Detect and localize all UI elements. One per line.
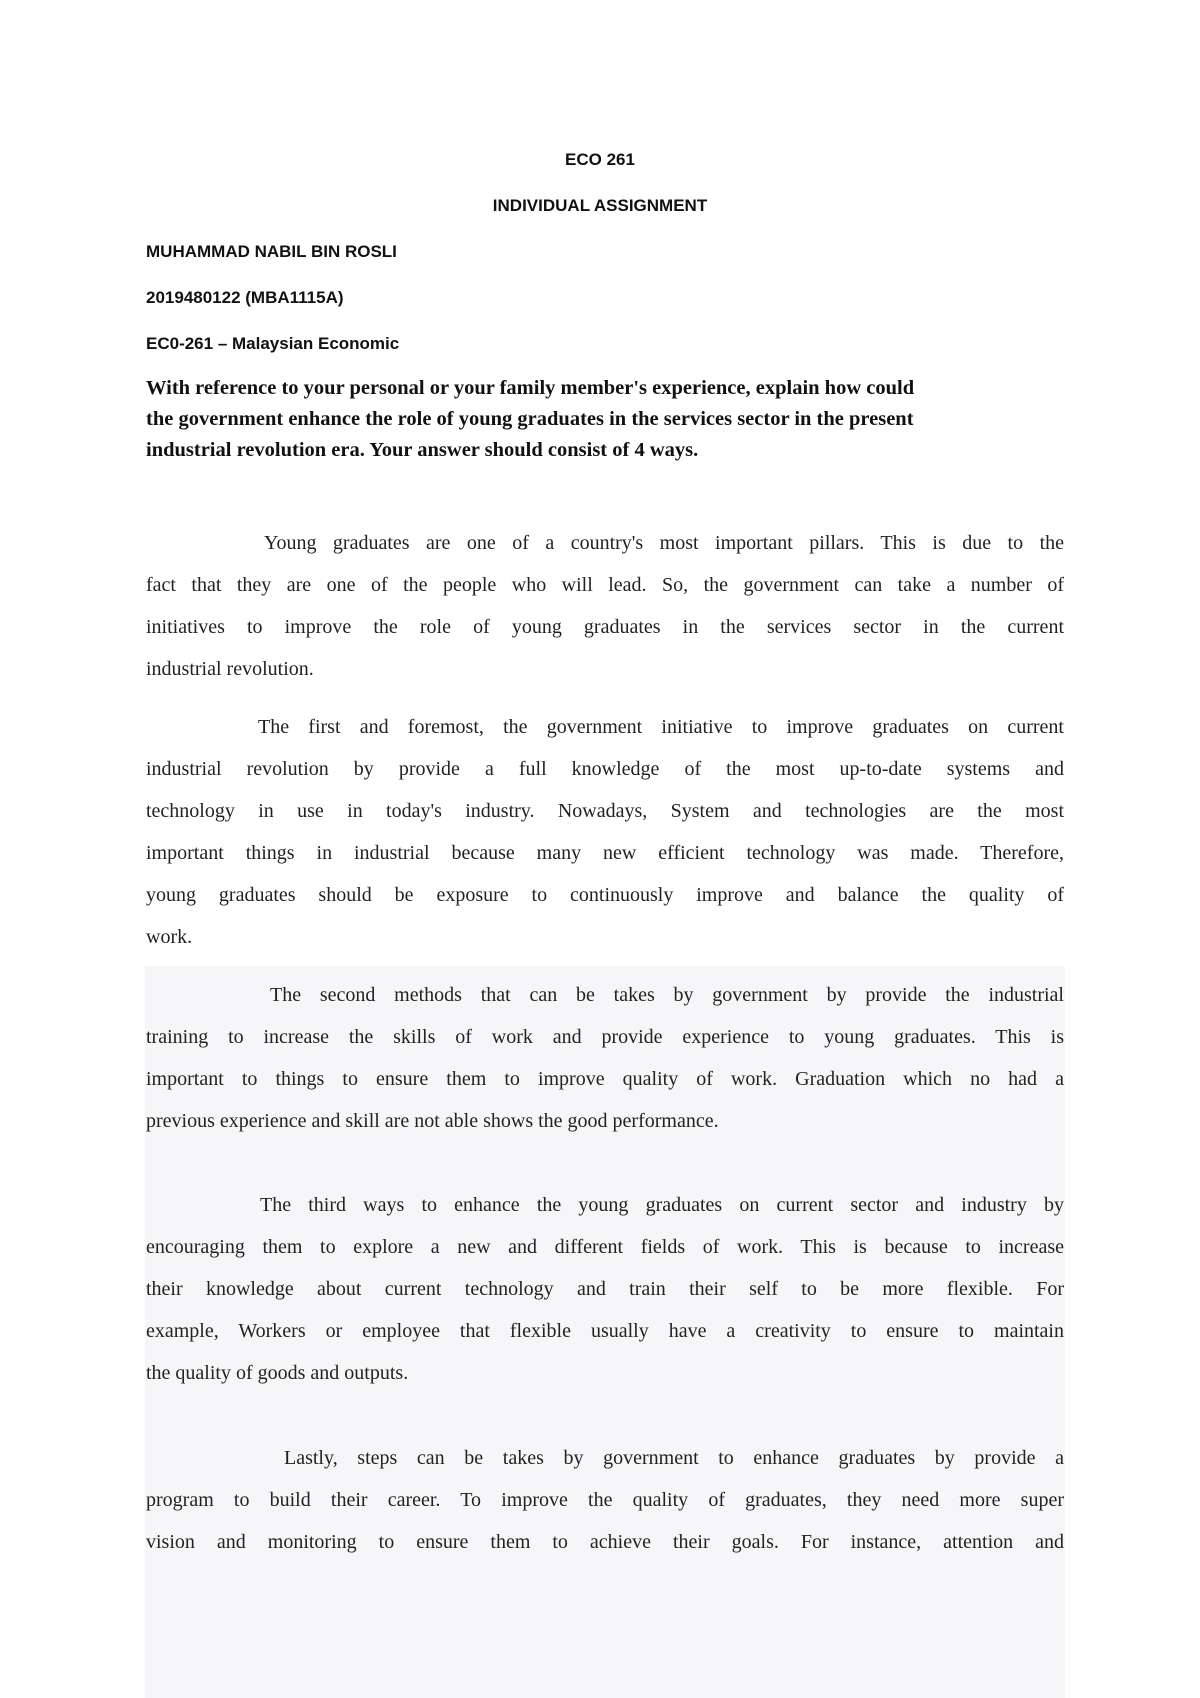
paragraph-line: important to things to ensure them to improve quality of work. Graduation which no had a xyxy=(146,1068,1064,1090)
paragraph-line: previous experience and skill are not able shows the good performance. xyxy=(146,1110,719,1132)
paragraph-fourth-way xyxy=(146,1437,1064,1563)
question-line: With reference to your personal or your family member's experience, explain how could xyxy=(146,377,915,399)
paragraph-line: fact that they are one of the people who will lead. So, the government can take a number of xyxy=(146,574,1064,596)
paragraph-line: program to build their career. To improve the quality of graduates, they need more super xyxy=(146,1489,1064,1511)
paragraph-line: young graduates should be exposure to continuously improve and balance the quality of xyxy=(146,884,1064,906)
paragraph-line: technology in use in today's industry. Nowadays, System and technologies are the most xyxy=(146,800,1064,822)
paragraph-line: industrial revolution. xyxy=(146,658,314,680)
course-code: ECO 261 xyxy=(565,150,635,169)
paragraph-second-way xyxy=(146,974,1064,1142)
question-line: industrial revolution era. Your answer should consist of 4 ways. xyxy=(146,439,699,461)
assignment-question xyxy=(146,373,1086,466)
paragraph-third-way xyxy=(146,1184,1064,1394)
paragraph-line: example, Workers or employee that flexible usually have a creativity to ensure to maintain xyxy=(146,1320,1064,1342)
paragraph-line: Lastly, steps can be takes by government to enhance graduates by provide a xyxy=(284,1447,1064,1469)
paragraph-line: Young graduates are one of a country's most important pillars. This is due to the xyxy=(264,532,1064,554)
paragraph-introduction xyxy=(146,522,1064,690)
student-name: MUHAMMAD NABIL BIN ROSLI xyxy=(146,242,397,261)
paragraph-line: The third ways to enhance the young graduates on current sector and industry by xyxy=(260,1194,1064,1216)
paragraph-line: The second methods that can be takes by government by provide the industrial xyxy=(270,984,1064,1006)
paragraph-line: work. xyxy=(146,926,193,948)
question-line: the government enhance the role of young graduates in the services sector in the present xyxy=(146,408,914,430)
student-id: 2019480122 (MBA1115A) xyxy=(146,288,344,307)
paragraph-line: the quality of goods and outputs. xyxy=(146,1362,409,1384)
paragraph-line: initiatives to improve the role of young graduates in the services sector in the current xyxy=(146,616,1064,638)
paragraph-line: The first and foremost, the government initiative to improve graduates on current xyxy=(258,716,1064,738)
paragraph-line: vision and monitoring to ensure them to achieve their goals. For instance, attention and xyxy=(146,1531,1064,1553)
paragraph-line: important things in industrial because many new efficient technology was made. Therefore, xyxy=(146,842,1064,864)
paragraph-line: training to increase the skills of work and provide experience to young graduates. This is xyxy=(146,1026,1064,1048)
paragraph-line: their knowledge about current technology and train their self to be more flexible. For xyxy=(146,1278,1064,1300)
paragraph-line: industrial revolution by provide a full knowledge of the most up-to-date systems and xyxy=(146,758,1064,780)
course-title: EC0-261 – Malaysian Economic xyxy=(146,334,400,353)
assignment-type: INDIVIDUAL ASSIGNMENT xyxy=(492,196,708,215)
paragraph-line: encouraging them to explore a new and different fields of work. This is because to increase xyxy=(146,1236,1064,1258)
paragraph-first-way xyxy=(146,706,1064,958)
